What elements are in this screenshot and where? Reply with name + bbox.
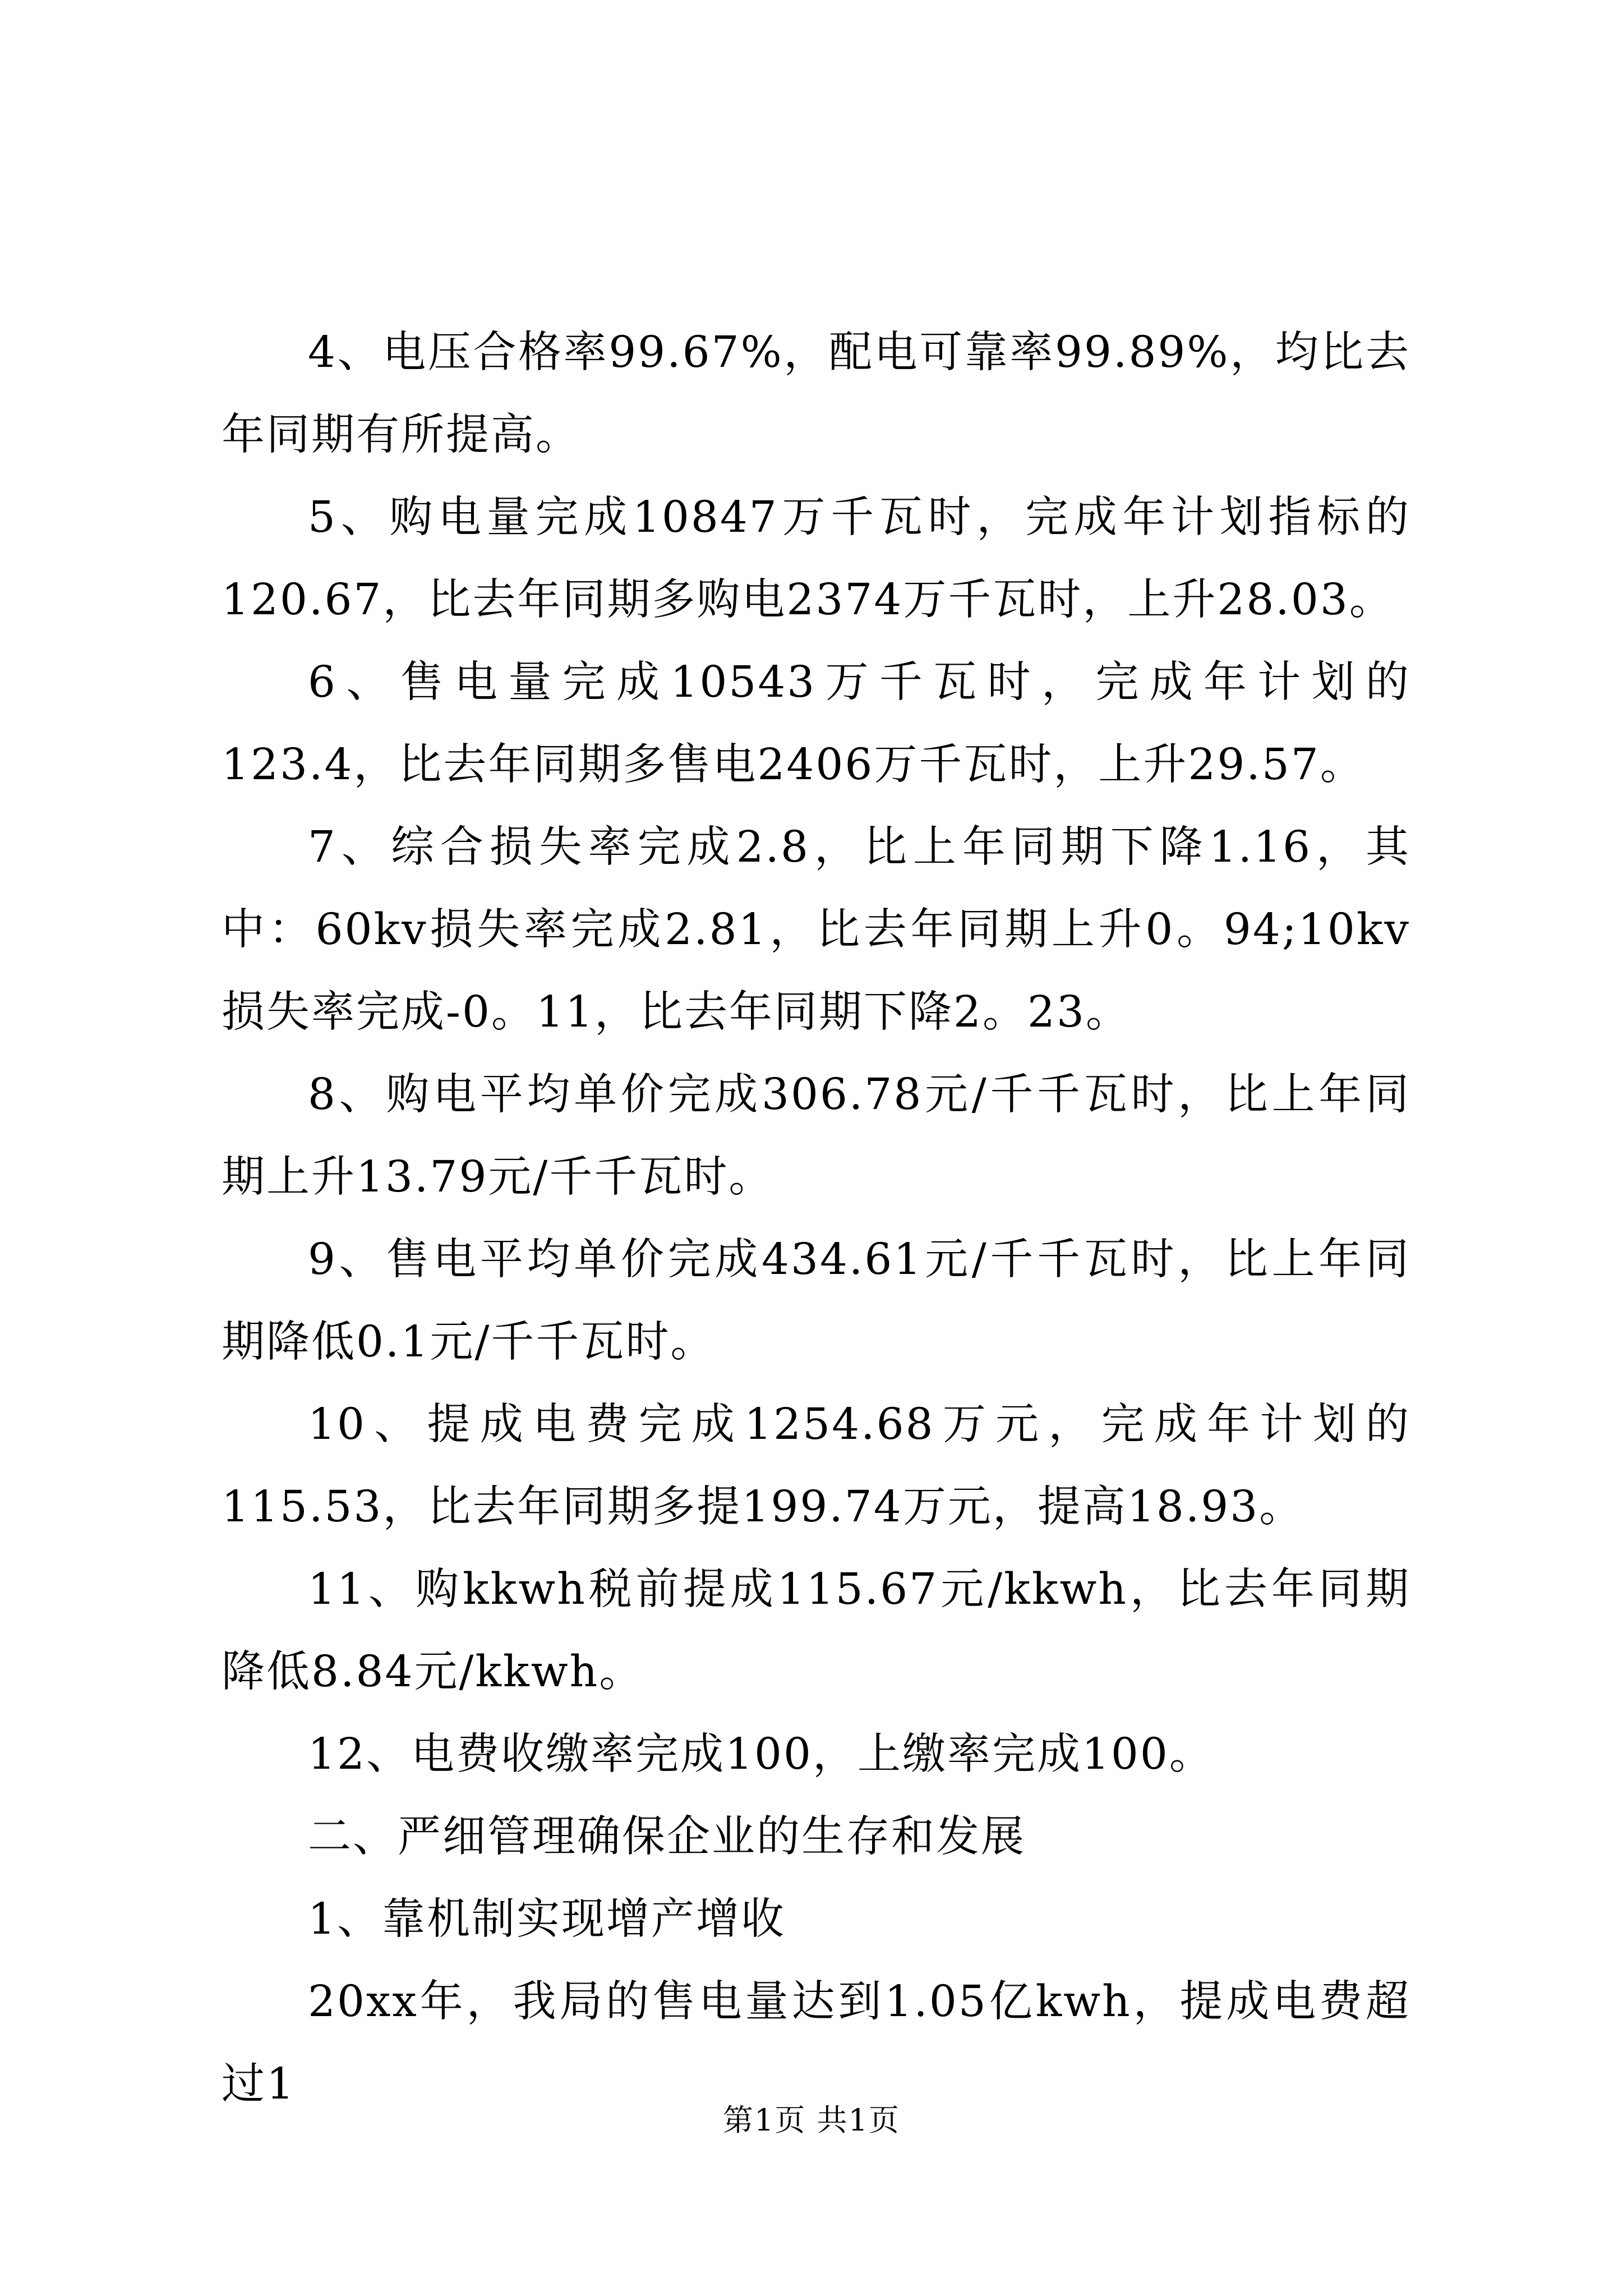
- subsection-heading: 1、靠机制实现增产增收: [308, 1894, 786, 1944]
- paragraph-item-11: 11、购kkwh税前提成115.67元/kkwh，比去年同期降低8.84元/kkwh。: [222, 1565, 1410, 1697]
- paragraph-body: 20xx年，我局的售电量达到1.05亿kwh，提成电费超过1: [222, 1977, 1410, 2109]
- page-footer: 第1页 共1页: [723, 2102, 900, 2138]
- paragraph-item-12: 12、电费收缴率完成100，上缴率完成100。: [308, 1729, 1214, 1779]
- paragraph-item-5: 5、购电量完成10847万千瓦时，完成年计划指标的120.67，比去年同期多购电2374万千瓦时，上升28.03。: [222, 493, 1410, 625]
- section-heading: 二、严细管理确保企业的生存和发展: [308, 1812, 1026, 1862]
- paragraph-item-10: 10、提成电费完成1254.68万元，完成年计划的115.53，比去年同期多提199.74万元，提高18.93。: [222, 1400, 1410, 1532]
- paragraph-item-7: 7、综合损失率完成2.8，比上年同期下降1.16，其中：60kv损失率完成2.81，比去年同期上升0。94;10kv损失率完成-0。11，比去年同期下降2。23。: [222, 822, 1410, 1037]
- paragraph-item-4: 4、电压合格率99.67%，配电可靠率99.89%，均比去年同期有所提高。: [222, 328, 1410, 460]
- paragraph-item-6: 6、售电量完成10543万千瓦时，完成年计划的123.4，比去年同期多售电2406万千瓦时，上升29.57。: [222, 657, 1410, 790]
- paragraph-item-9: 9、售电平均单价完成434.61元/千千瓦时，比上年同期降低0.1元/千千瓦时。: [222, 1235, 1410, 1367]
- paragraph-item-8: 8、购电平均单价完成306.78元/千千瓦时，比上年同期上升13.79元/千千瓦时。: [222, 1070, 1410, 1202]
- document-body: [222, 311, 1410, 2125]
